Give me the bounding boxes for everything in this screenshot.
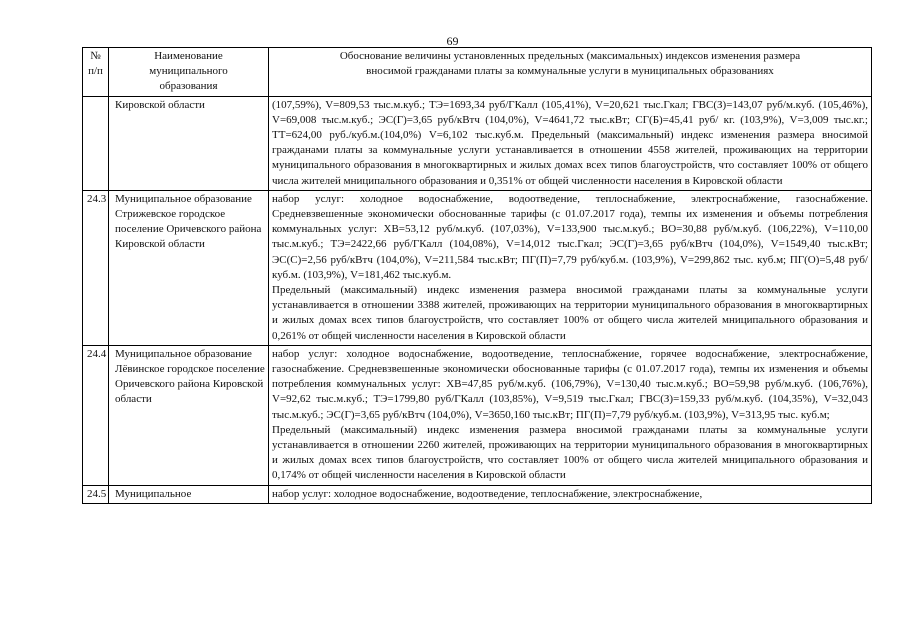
- row-name: Муниципальное образование Стрижевское городское поселение Оричевского района Кировской области: [109, 190, 269, 345]
- header-number: № п/п: [83, 48, 109, 97]
- tariff-table: [82, 47, 872, 504]
- row-number: 24.3: [83, 190, 109, 345]
- row-name: Муниципальное образование Лёвинское городское поселение Оричевского района Кировской области: [109, 345, 269, 485]
- table-row: [83, 96, 872, 190]
- row-number: 24.4: [83, 345, 109, 485]
- row-name: Кировской области: [109, 96, 269, 190]
- row-number: 24.5: [83, 485, 109, 503]
- table-header-row: [83, 48, 872, 97]
- table-row: [83, 345, 872, 485]
- row-basis-paragraph: набор услуг: холодное водоснабжение, водоотведение, теплоснабжение, электроснабжение, газоснабжение. Средневзвешенные экономически обоснованные тарифы (с 01.07.2017 года), темпы их изменения и объемы потребления коммунальных услуг: ХВ=53,12 руб/м.куб. (107,03%), V=133,900 тыс.м.куб.; ВО=30,88 руб/м.куб. (106,22%), V=110,00 тыс.м.куб.; ТЭ=2422,66 руб/ГКалл (104,08%), V=14,012 тыс.Гкал; ЭС(Г)=3,65 руб/кВтч (104,0%), V=1549,40 тыс.кВт; ЭС(С)=2,56 руб/кВтч (104,0%), V=211,584 тыс.кВт; ПГ(П)=7,79 руб/куб.м. (103,9%), V=299,862 тыс. куб.м; ПГ(О)=5,48 руб/куб.м. (103,9%), V=181,462 тыс.куб.м.: [272, 192, 868, 281]
- row-basis-paragraph: (107,59%), V=809,53 тыс.м.куб.; ТЭ=1693,34 руб/ГКалл (105,41%), V=20,621 тыс.Гкал; ГВС(З)=143,07 руб/м.куб. (105,46%), V=69,008 тыс.м.куб.; ЭС(Г)=3,65 руб/кВтч (104,0%), V=4641,72 тыс.кВт; СГ(Б)=45,41 руб/ кг. (103,9%), V=3,009 тыс.кг.; ТТ=624,00 руб./куб.м.(104,0%) V=6,102 тыс.куб.м. Предельный (максимальный) индекс изменения размера вносимой гражданами платы за коммунальные услуги устанавливается в отношении 4558 жителей, проживающих на территории муниципального образования в многоквартирных и жилых домах всех типов благоустройств, что составляет 100% от общего числа жителей мниципального образования и 0,351% от общей численности населения в Кировской области: [272, 98, 868, 187]
- row-basis: [269, 96, 872, 190]
- table-row: [83, 485, 872, 503]
- row-basis: [269, 485, 872, 503]
- row-basis-paragraph: набор услуг: холодное водоснабжение, водоотведение, теплоснабжение, электроснабжение,: [272, 487, 703, 500]
- row-basis-paragraph: Предельный (максимальный) индекс изменения размера вносимой гражданами платы за коммунальные услуги устанавливается в отношении 3388 жителей, проживающих на территории муниципального образования в многоквартирных и жилых домах всех типов благоустройств, что составляет 100% от общего числа жителей мниципального образования и 0,261% от общей численности населения в Кировской области: [272, 284, 868, 342]
- row-number: [83, 96, 109, 190]
- header-name: Наименование муниципального образования: [109, 48, 269, 97]
- header-basis: Обоснование величины установленных предельных (максимальных) индексов изменения размера вносимой гражданами платы за коммунальные услуги в муниципальных образованиях: [269, 48, 872, 97]
- page-number: 69: [446, 34, 459, 48]
- row-basis: [269, 345, 872, 485]
- row-name: Муниципальное: [109, 485, 269, 503]
- row-basis-paragraph: Предельный (максимальный) индекс изменения размера вносимой гражданами платы за коммунальные услуги устанавливается в отношении 2260 жителей, проживающих на территории муниципального образования в многоквартирных и жилых домах всех типов благоустройств, что составляет 100% от общего числа жителей мниципального образования и 0,174% от общей численности населения в Кировской области: [272, 423, 868, 482]
- row-basis: [269, 190, 872, 345]
- table-row: [83, 190, 872, 345]
- row-basis-paragraph: набор услуг: холодное водоснабжение, водоотведение, теплоснабжение, горячее водоснабжение, электроснабжение, газоснабжение. Средневзвешенные экономически обоснованные тарифы (с 01.07.2017 года), темпы их изменения и объемы потребления коммунальных услуг: ХВ=47,85 руб/м.куб. (106,79%), V=130,40 тыс.м.куб.; ВО=59,98 руб/м.куб. (106,76%), V=92,62 тыс.м.куб.; ТЭ=1799,80 руб/ГКалл (103,85%), V=9,519 тыс.Гкал; ГВС(З)=159,33 руб/м.куб. (104,35%), V=32,043 тыс.м.куб.; ЭС(Г)=3,65 руб/кВтч (104,0%), V=3650,160 тыс.кВт; ПГ(П)=7,79 руб/куб.м. (103,9%), V=313,95 тыс. куб.м;: [272, 347, 868, 421]
